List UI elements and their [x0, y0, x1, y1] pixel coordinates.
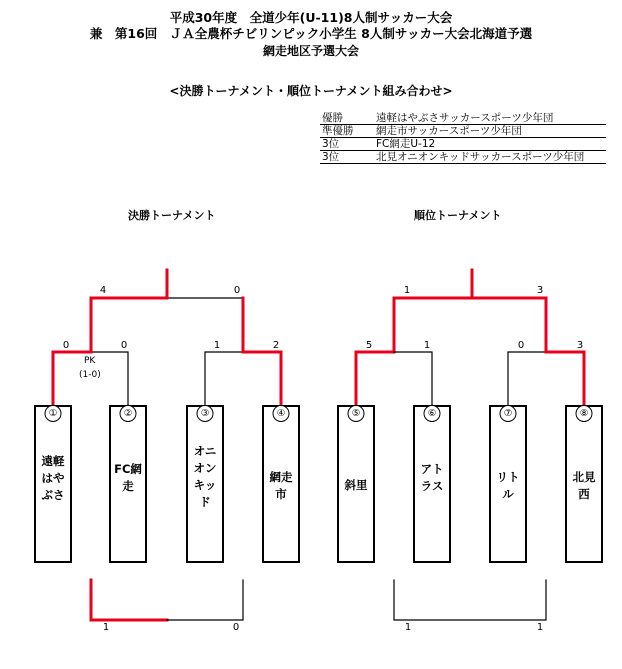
- result-team: 網走市サッカースポーツ少年団: [374, 125, 606, 138]
- score-semi2-left: 1: [213, 340, 221, 351]
- team-box-4: [262, 405, 300, 563]
- score-rank1-right: 1: [423, 340, 431, 351]
- rank1-left-line: [356, 352, 394, 405]
- result-rank: 3位: [320, 138, 374, 151]
- score-third-left: 1: [102, 622, 110, 633]
- score-rank-top-left: 1: [403, 285, 411, 296]
- title-line-1: 平成30年度 全道少年(U-11)8人制サッカー大会: [169, 10, 453, 25]
- semi2-right-line: [243, 352, 281, 405]
- result-rank: 優勝: [320, 112, 374, 125]
- team-number: ⑤: [348, 405, 365, 422]
- team-name: 網走市: [269, 470, 293, 501]
- third-right-line: [167, 580, 243, 620]
- rank-top-right-line: [472, 298, 546, 352]
- score-final-left: 4: [99, 285, 107, 296]
- result-team: 遠軽はやぶさサッカースポーツ少年団: [374, 112, 606, 125]
- score-third-right: 0: [232, 622, 240, 633]
- rank2-left-line: [508, 352, 546, 405]
- score-rank2-left: 0: [517, 340, 525, 351]
- team-box-1: [34, 405, 72, 563]
- team-name: オニオンキッド: [193, 444, 217, 509]
- final-top-left-line: [91, 298, 167, 342]
- ranking-bracket-title: 順位トーナメント: [414, 209, 502, 222]
- score-rank-top-right: 3: [536, 285, 544, 296]
- third-left-line: [91, 580, 167, 620]
- pk-score: (1-0): [79, 370, 101, 380]
- result-team: FC網走U-12: [374, 138, 606, 151]
- semi2-left-line: [205, 352, 243, 405]
- result-rank: 3位: [320, 151, 374, 164]
- page-subtitle: <決勝トーナメント・順位トーナメント組み合わせ>: [169, 84, 453, 98]
- title-line-3: 網走地区予選大会: [262, 44, 359, 58]
- team-name: FC網走: [114, 462, 142, 493]
- team-number: ⑥: [424, 405, 441, 422]
- result-rank: 準優勝: [320, 125, 374, 138]
- rank-bottom-line: [394, 580, 546, 620]
- rank2-right-line: [546, 352, 584, 405]
- team-number: ②: [120, 405, 137, 422]
- score-rank-bottom-left: 1: [404, 622, 412, 633]
- result-team: 北見オニオンキッドサッカースポーツ少年団: [374, 151, 606, 164]
- team-name: 斜里: [344, 478, 368, 492]
- team-box-7: [489, 405, 527, 563]
- team-box-5: [337, 405, 375, 563]
- team-number: ④: [273, 405, 290, 422]
- team-number: ①: [45, 405, 62, 422]
- team-name: 北見西: [572, 470, 596, 501]
- score-rank1-left: 5: [365, 340, 373, 351]
- score-final-right: 0: [233, 285, 241, 296]
- final-bracket-title: 決勝トーナメント: [128, 209, 216, 222]
- team-name: アトラス: [420, 462, 444, 493]
- team-box-8: [565, 405, 603, 563]
- team-box-6: [413, 405, 451, 563]
- team-box-3: [186, 405, 224, 563]
- team-name: リトル: [496, 470, 520, 501]
- team-number: ⑦: [500, 405, 517, 422]
- score-semi2-right: 2: [272, 340, 280, 351]
- team-number: ⑧: [576, 405, 593, 422]
- score-rank-bottom-right: 1: [536, 622, 544, 633]
- score-semi1-right: 0: [120, 340, 128, 351]
- team-name: 遠軽はやぶさ: [41, 454, 65, 502]
- score-semi1-left: 0: [62, 340, 70, 351]
- rank1-right-line: [394, 352, 432, 405]
- title-line-2: 兼 第16回 ＪＡ全農杯チビリンピック小学生 8人制サッカー大会北海道予選: [89, 26, 533, 41]
- pk-label: PK: [84, 356, 96, 366]
- team-box-2: [109, 405, 147, 563]
- team-number: ③: [197, 405, 214, 422]
- score-rank2-right: 3: [576, 340, 584, 351]
